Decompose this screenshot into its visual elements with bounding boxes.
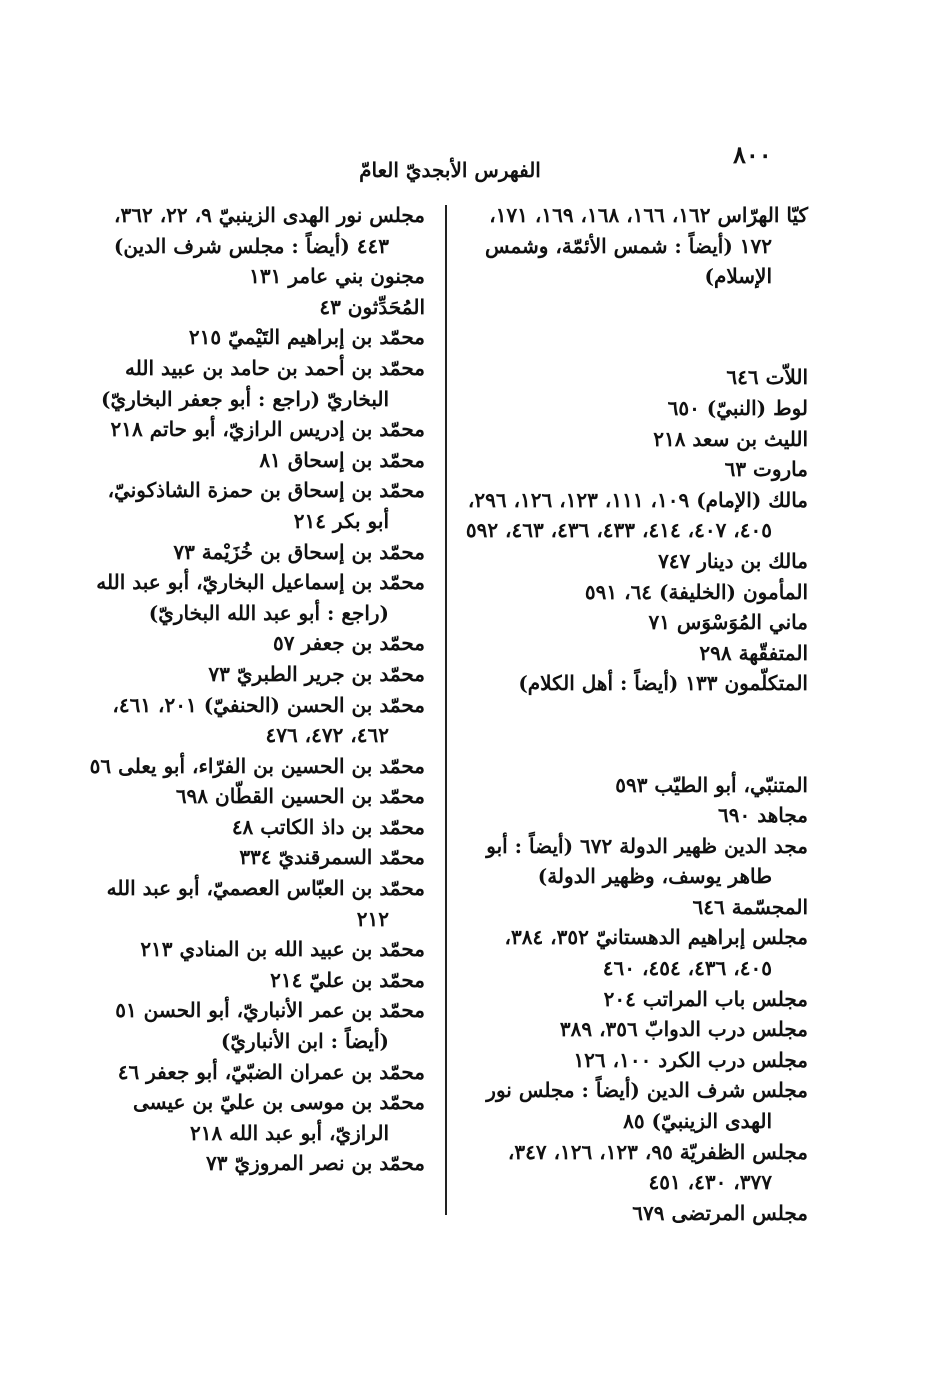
index-entry: ماروت ٦٣ — [724, 457, 808, 482]
index-column-left — [85, 200, 425, 1179]
index-entry: محمّد بن إبراهيم التَيْميّ ٢١٥ — [188, 325, 425, 350]
index-entry: المُحَدِّثون ٤٣ — [319, 294, 425, 319]
index-entry: محمّد بن عليّ ٢١٤ — [270, 967, 425, 992]
index-entry: محمّد بن عمران الضبّيّ، أبو جعفر ٤٦ — [117, 1059, 425, 1084]
index-entry: مجد الدين ظهير الدولة ٦٧٢ (أيضاً : أبو طاهر يوسف، وظهير الدولة) — [486, 833, 808, 889]
index-entry: محمّد بن إسماعيل البخاريّ، أبو عبد الله (راجع : أبو عبد الله البخاريّ) — [96, 570, 425, 625]
index-entry: محمّد بن عمر الأنباريّ، أبو الحسن ٥١ (أيضاً : ابن الأنباريّ) — [115, 998, 425, 1054]
index-entry: مجنون بني عامر ١٣١ — [249, 264, 425, 289]
index-entry: محمّد بن إسحاق بن حمزة الشاذكونيّ، أبو بكر ٢١٤ — [107, 478, 425, 533]
page-title: الفهرس الأبجديّ العامّ — [359, 158, 541, 182]
index-entry: محمّد بن جرير الطبريّ ٧٣ — [208, 661, 425, 686]
index-entry: محمّد بن إسحاق ٨١ — [259, 447, 425, 472]
index-entry: لوط (النبيّ) ٦٥٠ — [667, 395, 808, 420]
index-entry: مجلس نور الهدى الزينبيّ ٩، ٢٢، ٣٦٢، ٤٤٣ (أيضاً : مجلس شرف الدين) — [113, 203, 425, 258]
index-entry: مجاهد ٦٩٠ — [718, 803, 808, 828]
index-entry: محمّد بن نصر المروزيّ ٧٣ — [206, 1151, 425, 1176]
index-entry: محمّد بن عبيد الله بن المنادي ٢١٣ — [140, 937, 425, 962]
index-entry: محمّد بن الحسن (الحنفيّ) ٢٠١، ٤٦١، ٤٦٢، ٤٧٢، ٤٧٦ — [112, 692, 425, 748]
index-entry: محمّد بن أحمد بن حامد بن عبيد الله البخاريّ (راجع : أبو جعفر البخاريّ) — [101, 355, 425, 411]
index-entry: محمّد بن موسى بن عليّ بن عيسى الرازيّ، أبو عبد الله ٢١٨ — [132, 1090, 425, 1145]
page-number: ٨٠٠ — [733, 140, 772, 169]
index-entry: الليث بن سعد ٢١٨ — [653, 426, 808, 451]
index-entry: المجسّمة ٦٤٦ — [692, 894, 808, 919]
index-entry: مالك بن دينار ٧٤٧ — [658, 548, 808, 573]
index-entry: مجلس الظفريّة ٩٥، ١٢٣، ١٢٦، ٣٤٧، ٣٧٧، ٤٣٠، ٤٥١ — [507, 1139, 808, 1195]
column-divider — [445, 205, 447, 1215]
index-entry: المأمون (الخليفة) ٦٤، ٥٩١ — [584, 579, 808, 604]
index-entry: محمّد بن إدريس الرازيّ، أبو حاتم ٢١٨ — [110, 417, 425, 442]
entry-gap — [463, 719, 808, 750]
index-entry: محمّد بن العبّاس العصميّ، أبو عبد الله ٢١٢ — [106, 876, 425, 931]
index-entry: المتفقّهة ٢٩٨ — [699, 640, 808, 665]
index-entry: المتكلّمون ١٣٣ (أيضاً : أهل الكلام) — [518, 671, 808, 696]
index-entry: المتنبّي، أبو الطيّب ٥٩٣ — [615, 772, 808, 797]
index-entry: مجلس درب الكرد ١٠٠، ١٢٦ — [573, 1047, 808, 1072]
index-column-right — [463, 200, 808, 1228]
index-entry: مجلس شرف الدين (أيضاً : مجلس نور الهدى الزينبيّ) ٨٥ — [486, 1078, 808, 1134]
index-entry: ماني المُوَسْوَس ٧١ — [648, 610, 808, 635]
index-entry: محمّد بن الحسين القطّان ٦٩٨ — [175, 784, 425, 809]
index-entry: محمّد بن داذ الكاتب ٤٨ — [231, 814, 425, 839]
index-entry: محمّد بن الحسين بن الفرّاء، أبو يعلى ٥٦ — [89, 753, 425, 778]
index-entry: اللاّت ٦٤٦ — [726, 365, 808, 390]
entry-gap — [463, 312, 808, 343]
index-entry: كيّا الهرّاس ١٦٢، ١٦٦، ١٦٨، ١٦٩، ١٧١، ١٧٢ (أيضاً : شمس الأئمّة، وشمس الإسلام) — [484, 203, 808, 289]
index-entry: محمّد بن جعفر ٥٧ — [272, 631, 425, 656]
index-entry: مجلس درب الدوابّ ٣٥٦، ٣٨٩ — [559, 1017, 808, 1042]
index-entry: محمّد بن إسحاق بن خُزَيْمة ٧٣ — [173, 539, 425, 564]
index-entry: مالك (الإمام) ١٠٩، ١١١، ١٢٣، ١٢٦، ٢٩٦، ٤٠٥، ٤٠٧، ٤١٤، ٤٣٣، ٤٣٦، ٤٦٣، ٥٩٢ — [465, 487, 808, 543]
index-entry: محمّد السمرقنديّ ٣٣٤ — [239, 845, 425, 870]
index-entry: مجلس باب المراتب ٢٠٤ — [603, 986, 808, 1011]
index-entry: مجلس المرتضى ٦٧٩ — [632, 1200, 808, 1225]
index-entry: مجلس إبراهيم الدهستانيّ ٣٥٢، ٣٨٤، ٤٠٥، ٤٣٦، ٤٥٤، ٤٦٠ — [504, 925, 808, 981]
